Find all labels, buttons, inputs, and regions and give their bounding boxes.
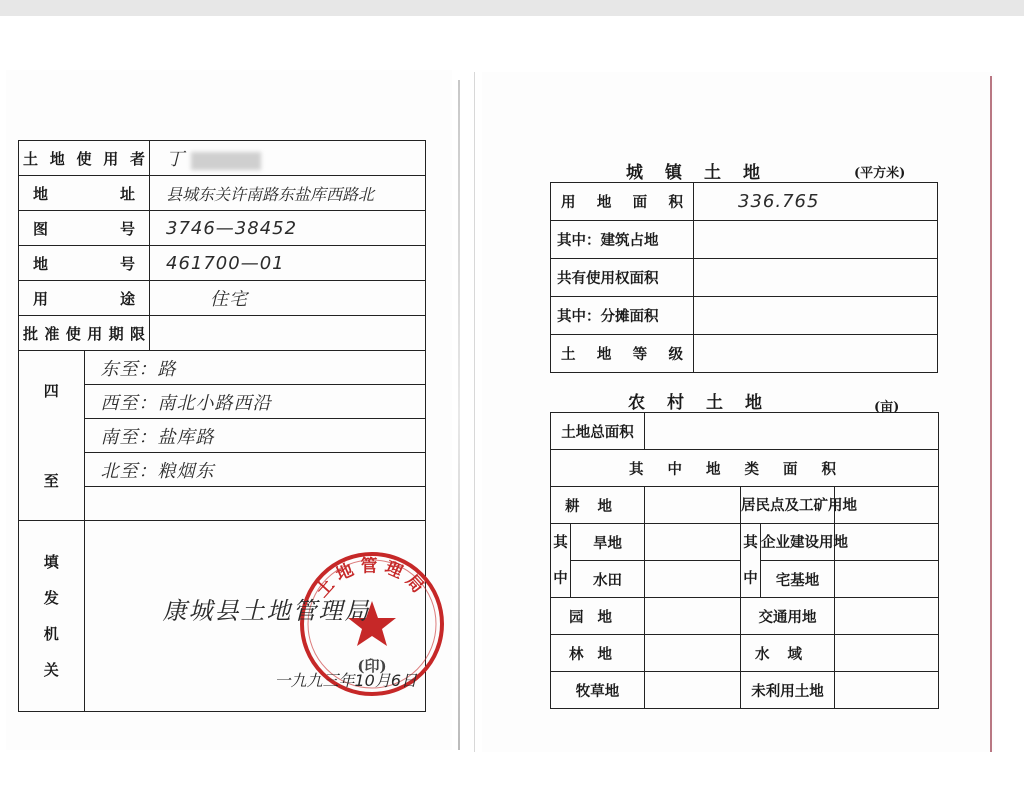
- rural-title: 农村土地: [628, 393, 784, 413]
- period-value: [150, 323, 166, 344]
- farmland-value: [645, 487, 741, 524]
- water-label: 水域: [741, 635, 835, 672]
- issuer-char-4: 关: [43, 661, 59, 679]
- use-value: 住宅: [210, 289, 248, 310]
- enterprise-value: [835, 524, 939, 561]
- period-label: 批准使用期限: [19, 316, 150, 351]
- unused-value: [835, 672, 939, 709]
- qizhong-label-left: 其中: [551, 524, 571, 598]
- urban-row-value: [694, 297, 938, 335]
- issuer-char-1: 填: [43, 553, 59, 571]
- urban-row-value: [694, 259, 938, 297]
- boundary-south: 南至：盐库路: [100, 426, 215, 448]
- urban-row-label: 用地面积: [551, 183, 694, 221]
- garden-label: 园地: [551, 598, 645, 635]
- user-value: 丁: [166, 149, 185, 170]
- lot-no-value: 461700—01: [166, 252, 285, 274]
- top-bar: [0, 0, 1024, 16]
- urban-row-label: 其中：建筑占地: [551, 221, 694, 259]
- page-edge: [990, 76, 992, 752]
- residential-label: 居民点及工矿用地: [741, 487, 835, 524]
- map-no-value: 3746—38452: [166, 217, 298, 239]
- farmland-label: 耕地: [551, 487, 645, 524]
- user-label: 土地使用者: [19, 141, 150, 176]
- page-fold: [458, 80, 460, 750]
- page-fold-inner: [474, 72, 475, 752]
- issuer-label: [19, 521, 85, 712]
- transport-label: 交通用地: [741, 598, 835, 635]
- paddy-label: 水田: [571, 561, 645, 598]
- boundary-east: 东至：路: [100, 358, 177, 380]
- user-cell: [150, 141, 426, 176]
- boundary-west: 西至：南北小路西沿: [100, 392, 272, 414]
- boundary-empty: [84, 487, 426, 521]
- urban-row-label: 其中：分摊面积: [551, 297, 694, 335]
- dry-land-label: 旱地: [571, 524, 645, 561]
- land-user-table: [18, 140, 432, 712]
- lot-no-label: 地号: [19, 246, 150, 281]
- homestead-value: [835, 561, 939, 598]
- enterprise-label: 企业建设用地: [761, 524, 835, 561]
- qizhong-label-right: 其中: [741, 524, 761, 598]
- transport-value: [835, 598, 939, 635]
- urban-land-table: [550, 182, 938, 373]
- urban-row-value: [694, 221, 938, 259]
- pasture-label: 牧草地: [551, 672, 645, 709]
- issuer-cell: [84, 521, 432, 712]
- map-no-label: 图号: [19, 211, 150, 246]
- issue-date: 一九九三年10月6日: [274, 671, 417, 690]
- pasture-value: [645, 672, 741, 709]
- issuer-value: 康城县土地管理局: [162, 597, 371, 625]
- seal-mark: (印): [356, 657, 387, 675]
- unused-label: 未利用土地: [741, 672, 835, 709]
- address-label: 地址: [19, 176, 150, 211]
- use-label: 用途: [19, 281, 150, 316]
- urban-area-value: 336.765: [738, 191, 820, 212]
- homestead-label: 宅基地: [761, 561, 835, 598]
- urban-row-label: 共有使用权面积: [551, 259, 694, 297]
- rural-land-table: [550, 412, 939, 709]
- boundary-char-1: 四: [43, 381, 59, 400]
- urban-row-value: [694, 335, 938, 373]
- urban-title: 城镇土地: [626, 163, 782, 183]
- address-value: 县城东关许南路东盐库西路北: [166, 184, 375, 204]
- dry-land-value: [645, 524, 741, 561]
- redaction: [191, 152, 261, 170]
- garden-value: [645, 598, 741, 635]
- seal-text: 土地管理局: [311, 556, 432, 602]
- issuer-char-2: 发: [43, 589, 59, 607]
- boundary-north: 北至：粮烟东: [100, 460, 215, 482]
- rural-total-value: [645, 413, 939, 450]
- urban-unit: (平方米): [854, 166, 906, 181]
- paddy-value: [645, 561, 741, 598]
- boundary-label: [19, 351, 85, 521]
- water-value: [835, 635, 939, 672]
- urban-row-label: 土地等级: [551, 335, 694, 373]
- forest-label: 林地: [551, 635, 645, 672]
- forest-value: [645, 635, 741, 672]
- issuer-char-3: 机: [43, 625, 59, 643]
- boundary-char-2: 至: [43, 471, 59, 490]
- rural-unit: (亩): [874, 400, 900, 415]
- category-header: 其中地类面积: [551, 450, 939, 487]
- rural-total-label: 土地总面积: [551, 413, 645, 450]
